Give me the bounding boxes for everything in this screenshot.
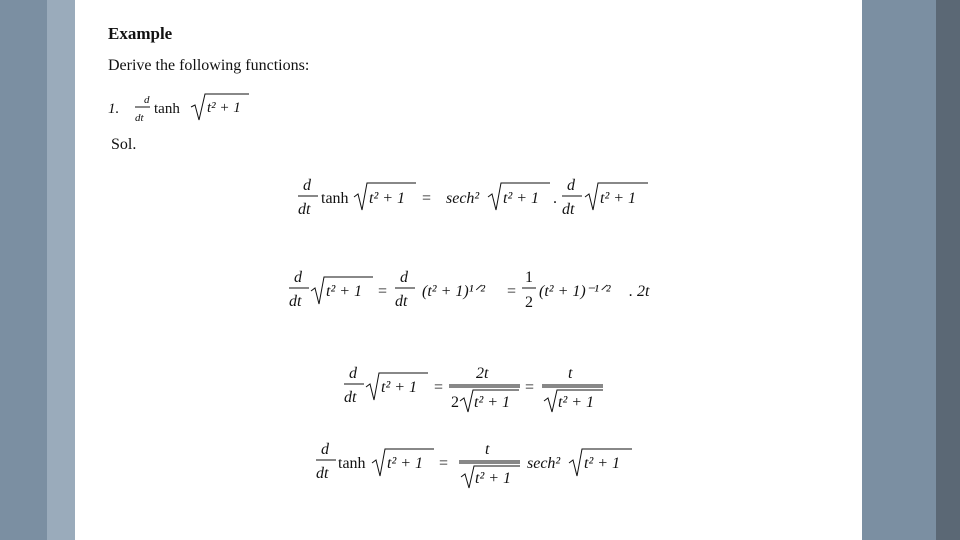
step-3	[342, 360, 612, 414]
step-2-radicand: t² + 1	[326, 283, 363, 300]
step-4-den-radicand: t² + 1	[475, 470, 512, 487]
step-2-power-1: (t² + 1)¹ᐟ²	[422, 283, 486, 300]
fraction-d: d	[144, 94, 150, 106]
step-3-den-radicand-2: t² + 1	[558, 394, 595, 411]
step-1-sech: sech²	[446, 190, 480, 207]
problem-expression	[106, 90, 266, 128]
step-2-two: 2	[525, 294, 533, 311]
step-1-radicand: t² + 1	[369, 190, 406, 207]
step-2-one: 1	[525, 269, 533, 286]
step-2	[287, 264, 667, 316]
step-2-tail: . 2t	[629, 283, 650, 300]
step-2-power-2: (t² + 1)⁻¹ᐟ²	[539, 283, 611, 300]
problem-number: 1.	[108, 101, 120, 117]
step-4-equals: =	[439, 455, 449, 472]
step-1-radicand-3: t² + 1	[600, 190, 637, 207]
step-1-dot: .	[553, 190, 557, 207]
instruction-text: Derive the following functions:	[108, 57, 310, 74]
fraction-dt: dt	[135, 112, 144, 124]
step-3-equals-1: =	[434, 379, 444, 396]
step-4-radicand: t² + 1	[387, 455, 424, 472]
solution-label: Sol.	[111, 136, 137, 153]
frame-strip-left-inner	[47, 0, 75, 540]
step-3-den-coef: 2	[451, 394, 459, 411]
step-2-dt: dt	[289, 293, 302, 310]
step-3-numerator-1: 2t	[476, 365, 489, 382]
step-2-d: d	[294, 269, 302, 286]
step-1-dt2: dt	[562, 201, 575, 218]
step-3-den-radicand-1: t² + 1	[474, 394, 511, 411]
step-1-d: d	[303, 177, 311, 194]
frame-strip-left-outer	[0, 0, 47, 540]
heading: Example	[108, 24, 173, 43]
step-4-radicand-2: t² + 1	[584, 455, 621, 472]
step-1-radicand-2: t² + 1	[503, 190, 540, 207]
step-4-tanh: tanh	[338, 455, 366, 472]
step-1-dt: dt	[298, 201, 311, 218]
step-2-dt2: dt	[395, 293, 408, 310]
step-4-sech: sech²	[527, 455, 561, 472]
step-2-equals-2: =	[507, 283, 517, 300]
step-4-numerator: t	[485, 441, 490, 458]
frame-strip-right-inner	[862, 0, 936, 540]
step-1-d2: d	[567, 177, 575, 194]
step-1	[296, 172, 656, 222]
step-4-dt: dt	[316, 465, 329, 482]
step-4	[314, 436, 644, 490]
step-3-numerator-2: t	[568, 365, 573, 382]
step-3-radicand: t² + 1	[381, 379, 418, 396]
step-4-d: d	[321, 441, 329, 458]
step-3-dt: dt	[344, 389, 357, 406]
step-1-equals: =	[422, 190, 432, 207]
problem-func: tanh	[154, 101, 180, 117]
step-1-tanh: tanh	[321, 190, 349, 207]
frame-strip-right-outer	[936, 0, 960, 540]
problem-radicand: t² + 1	[207, 100, 241, 116]
step-2-d2: d	[400, 269, 408, 286]
step-3-d: d	[349, 365, 357, 382]
step-3-equals-2: =	[525, 379, 535, 396]
step-2-equals-1: =	[378, 283, 388, 300]
